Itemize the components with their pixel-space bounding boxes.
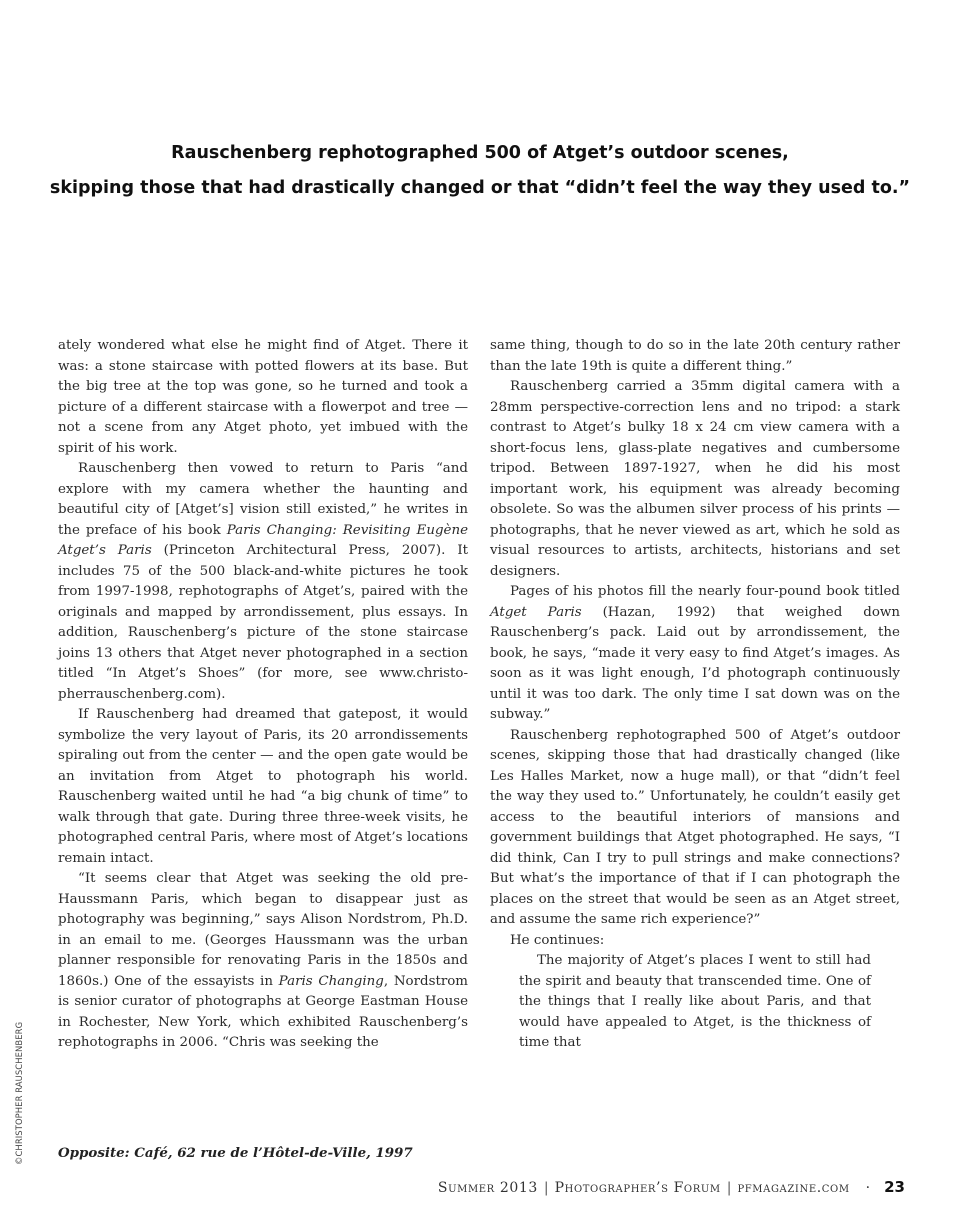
left-text-column xyxy=(58,336,468,1054)
text-run: (Hazan, 1992) that weighed down Rauschenberg’s pack. Laid out by arrondissement, the book, he says, “made it very easy to find Atget’s images. As soon as it was light enough, I’d photograph continuously until it was too dark. The only time I sat down was on the subway.” xyxy=(490,604,900,722)
text-run: “It seems clear that Atget was seeking the old pre-Haussmann Paris, which began to disappear just as photography was beginning,” says Alison Nordstrom, Ph.D. in an email to me. (Georges Haussmann was the urban planner responsible for renovating Paris in the 1850s and 1860s.) One of the essayists in xyxy=(58,871,468,989)
pull-quote xyxy=(40,136,920,206)
footer-separator: | xyxy=(543,1180,549,1196)
paragraph: Rauschenberg carried a 35mm digital camera with a 28mm perspective-correction lens and no tripod: a stark contrast to Atget’s bulky 18 x 24 cm view camera with a short-focus lens, glass-plate negatives and cumbersome tripod. Between 1897-1927, when he did his most important work, his equipment was already becoming obsolete. So was the albumen silver process of his prints — photographs, that he never viewed as art, which he sold as visual resources to artists, architects, historians and set designers. xyxy=(490,379,900,579)
pull-quote-line-2: skipping those that had drastically changed or that “didn’t feel the way they used to.” xyxy=(49,178,911,198)
footer-season: Summer 2013 xyxy=(437,1180,538,1196)
paragraph: same thing, though to do so in the late 20th century rather than the late 19th is quite a different thing.” xyxy=(490,338,900,374)
page-footer xyxy=(438,1178,905,1196)
paragraph: He continues: xyxy=(510,932,605,948)
text-run: Pages of his photos fill the nearly four-pound book titled xyxy=(510,584,900,599)
paragraph: If Rauschenberg had dreamed that gatepost, it would symbolize the very layout of Paris, its 20 arrondissements spiraling out from the center — and the open gate would be an invitation from Atget to photograph his world. Rauschenberg waited until he had “a big chunk of time” to walk through that gate. During three three-week visits, he photographed central Paris, where most of Atget’s locations remain intact. xyxy=(58,707,468,866)
right-text-column xyxy=(490,336,900,1054)
book-title: Paris Changing: Revisiting Eugène Atget’s Paris xyxy=(58,522,468,558)
paragraph: Rauschenberg rephotographed 500 of Atget’s outdoor scenes, skipping those that had drastically changed (like Les Halles Market, now a huge mall), or that “didn’t feel the way they used to.” Unfortunately, he couldn’t easily get access to the beautiful interiors of mansions and government buildings that Atget photographed. He says, “I did think, Can I try to pull strings and make connections? But what’s the importance of that if I can photograph the places on the street that would be seen as an Atget street, and assume the same rich experience?” xyxy=(490,727,900,927)
book-title: Atget Paris xyxy=(490,604,582,620)
text-run: (Princeton Architectural Press, 2007). It includes 75 of the 500 black-and-white pictures he took from 1997-1998, rephotographs of Atget’s, paired with the originals and mapped by arrondissement, plus essays. In addition, Rauschenberg’s picture of the stone staircase joins 13 others that Atget never photographed in a section titled “In Atget’s Shoes” (for more, see www.christopherrauschenberg.com). xyxy=(58,543,468,702)
footer-separator: | xyxy=(726,1180,732,1196)
book-title: Paris Changing xyxy=(278,973,384,989)
paragraph: ately wondered what else he might find of Atget. There it was: a stone staircase with potted flowers at its base. But the big tree at the top was gone, so he turned and took a picture of a different staircase with a flowerpot and tree — not a scene from any Atget photo, yet imbued with the spirit of his work. xyxy=(58,338,468,456)
photo-caption: Opposite: Café, 62 rue de l’Hôtel-de-Ville, 1997 xyxy=(58,1145,413,1161)
text-run: Rauschenberg then vowed to return to Paris “and explore with my camera whether the haunting and beautiful city of [Atget’s] vision still existed,” he writes in the preface of his book xyxy=(58,461,468,538)
block-quote: The majority of Atget’s places I went to still had the spirit and beauty that transcended time. One of the things that I really like about Paris, and that would have appealed to Atget, is the thickness of time that xyxy=(519,953,871,1050)
pull-quote-line-1: Rauschenberg rephotographed 500 of Atget’s outdoor scenes, xyxy=(171,143,789,163)
footer-website: pfmagazine.com xyxy=(737,1180,850,1196)
text-run: , Nordstrom is senior curator of photographs at George Eastman House in Rochester, New York, which exhibited Rauschenberg’s rephotographs in 2006. “Chris was seeking the xyxy=(58,973,468,1050)
photo-credit: ©CHRISTOPHER RAUSCHENBERG xyxy=(14,1021,24,1165)
footer-magazine: Photographer’s Forum xyxy=(554,1180,721,1196)
paragraph xyxy=(490,582,900,726)
footer-dot: · xyxy=(865,1180,871,1196)
page-number: 23 xyxy=(884,1178,905,1196)
paragraph xyxy=(58,459,468,705)
paragraph xyxy=(58,869,468,1054)
